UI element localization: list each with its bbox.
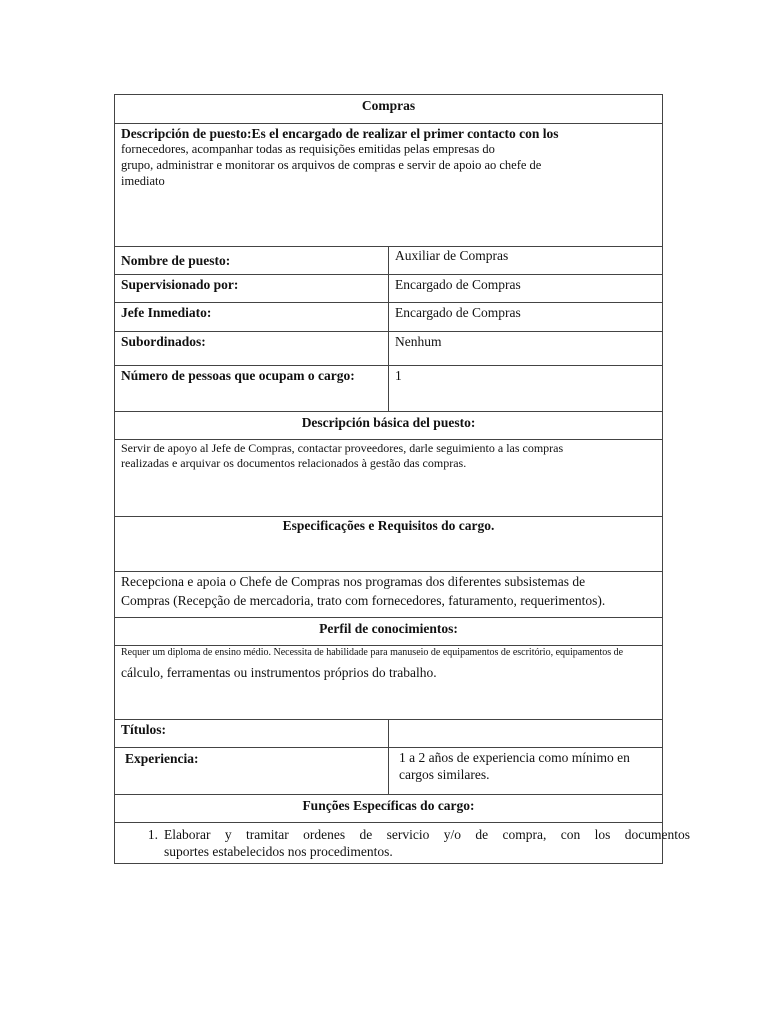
row-titulos xyxy=(115,720,663,748)
basic-desc-row xyxy=(115,440,663,517)
functions-title-row xyxy=(115,795,663,823)
experiencia-line-2: cargos similares. xyxy=(399,767,490,782)
value-nombre-de-puesto: Auxiliar de Compras xyxy=(389,247,663,275)
specs-cell xyxy=(115,572,663,618)
list-item-line-2: suportes estabelecidos nos procedimentos. xyxy=(164,844,393,859)
page-title: Compras xyxy=(115,95,663,124)
value-experiencia xyxy=(389,748,663,795)
label-supervisionado-por: Supervisionado por: xyxy=(115,275,389,303)
profile-line-1: Requer um diploma de ensino médio. Necessita de habilidade para manuseio de equipamentos de escritório, equipamentos de xyxy=(121,647,624,658)
list-item-number: 1. xyxy=(147,827,158,842)
list-item xyxy=(115,826,690,860)
experiencia-line-1: 1 a 2 años de experiencia como mínimo en xyxy=(399,750,630,765)
basic-desc-title: Descripción básica del puesto: xyxy=(115,412,663,440)
label-subordinados: Subordinados: xyxy=(115,332,389,366)
profile-cell xyxy=(115,646,663,720)
profile-title: Perfil de conocimientos: xyxy=(115,618,663,646)
label-titulos: Títulos: xyxy=(115,720,389,748)
description-line-2: fornecedores, acompanhar todas as requisições emitidas pelas empresas do xyxy=(121,142,495,156)
row-nombre-de-puesto xyxy=(115,247,663,275)
value-numero-de-pessoas: 1 xyxy=(389,366,663,412)
value-supervisionado-por: Encargado de Compras xyxy=(389,275,663,303)
description-heading: Descripción de puesto:Es el encargado de realizar el primer contacto con los xyxy=(121,126,559,141)
functions-row xyxy=(115,823,663,864)
value-titulos xyxy=(389,720,663,748)
description-cell xyxy=(115,124,663,247)
functions-cell xyxy=(115,823,690,864)
specs-title: Especificações e Requisitos do cargo. xyxy=(115,517,663,572)
profile-line-2: cálculo, ferramentas ou instrumentos próprios do trabalho. xyxy=(121,665,437,680)
basic-desc-title-row xyxy=(115,412,663,440)
description-line-4: imediato xyxy=(121,174,165,188)
description-row xyxy=(115,124,663,247)
value-subordinados: Nenhum xyxy=(389,332,663,366)
list-item-text xyxy=(164,826,690,860)
label-nombre-de-puesto: Nombre de puesto: xyxy=(115,247,389,275)
specs-row xyxy=(115,572,663,618)
basic-desc-cell xyxy=(115,440,663,517)
value-jefe-inmediato: Encargado de Compras xyxy=(389,303,663,332)
label-jefe-inmediato: Jefe Inmediato: xyxy=(115,303,389,332)
profile-title-row xyxy=(115,618,663,646)
row-supervisionado-por xyxy=(115,275,663,303)
row-subordinados xyxy=(115,332,663,366)
description-line-3: grupo, administrar e monitorar os arquivos de compras e servir de apoio ao chefe de xyxy=(121,158,542,172)
job-description-document xyxy=(114,94,690,864)
list-item-line-1: Elaborar y tramitar ordenes de servicio y/o de compra, con los documentos xyxy=(164,827,690,842)
specs-line-2: Compras (Recepção de mercadoria, trato com fornecedores, faturamento, requerimentos). xyxy=(121,593,606,608)
row-numero-de-pessoas xyxy=(115,366,663,412)
label-experiencia: Experiencia: xyxy=(115,748,389,795)
row-jefe-inmediato xyxy=(115,303,663,332)
label-numero-de-pessoas: Número de pessoas que ocupam o cargo: xyxy=(115,366,389,412)
functions-list xyxy=(115,826,690,860)
row-experiencia xyxy=(115,748,663,795)
specs-title-row xyxy=(115,517,663,572)
specs-line-1: Recepciona e apoia o Chefe de Compras nos programas dos diferentes subsistemas de xyxy=(121,574,586,589)
job-description-table xyxy=(114,94,690,864)
functions-title: Funções Específicas do cargo: xyxy=(115,795,663,823)
title-row xyxy=(115,95,663,124)
basic-desc-line-1: Servir de apoyo al Jefe de Compras, contactar proveedores, darle seguimiento a las compras xyxy=(121,441,564,455)
basic-desc-line-2: realizadas e arquivar os documentos relacionados à gestão das compras. xyxy=(121,456,467,470)
profile-row xyxy=(115,646,663,720)
